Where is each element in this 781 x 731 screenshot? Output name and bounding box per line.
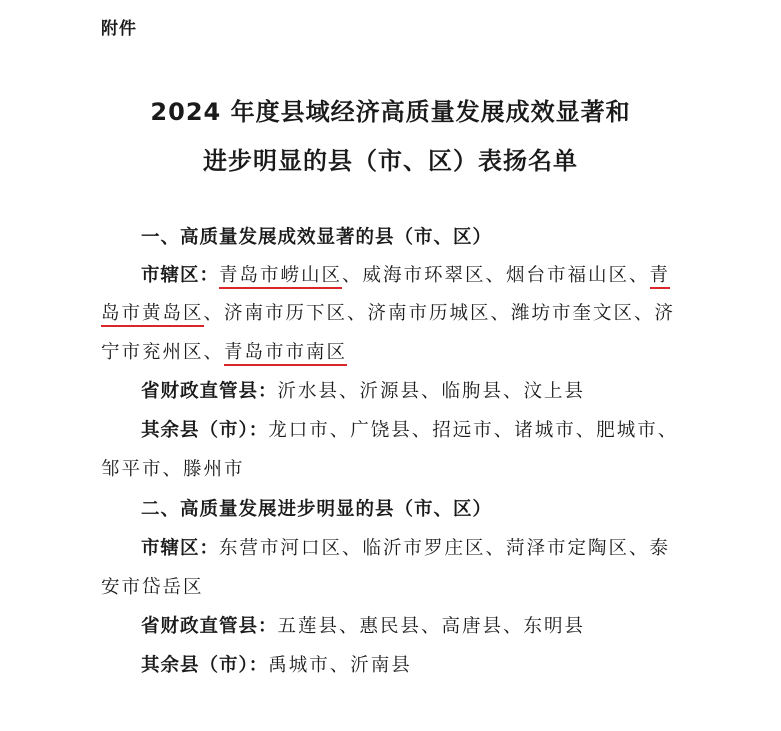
section-1-city-line-1 (141, 263, 670, 289)
province-list-text: 五莲县、惠民县、高唐县、东明县 (277, 616, 586, 637)
section-2-city-line-2 (101, 575, 204, 601)
section-1-province-line (141, 379, 585, 405)
other-list-text: 邹平市、滕州市 (101, 459, 245, 480)
other-list-text: 龙口市、广饶县、招远市、诸城市、肥城市、 (268, 420, 679, 441)
section-2-city-line-1 (141, 536, 670, 562)
attachment-label: 附件 (101, 19, 137, 39)
other-list-text: 禹城市、沂南县 (268, 655, 412, 676)
section-1-city-line-3 (101, 340, 347, 366)
highlighted-district-huangdao: 岛市黄岛区 (101, 303, 204, 327)
province-list-text: 沂水县、沂源县、临朐县、汶上县 (277, 381, 586, 402)
city-list-text: 、威海市环翠区、烟台市福山区、 (342, 265, 650, 286)
highlighted-district-huangdao-start: 青 (650, 265, 671, 289)
section-2-other-label: 其余县（市）： (141, 655, 269, 676)
city-list-text: 安市岱岳区 (101, 577, 204, 598)
section-2-city-label: 市辖区： (141, 538, 220, 559)
section-2-province-line (141, 614, 585, 640)
highlighted-district-shinan: 青岛市市南区 (224, 342, 347, 366)
section-1-other-line-2 (101, 457, 245, 483)
section-1-city-line-2 (101, 301, 675, 327)
document-title-line-2: 进步明显的县（市、区）表扬名单 (203, 147, 578, 175)
section-1-other-line-1 (141, 418, 678, 444)
section-2-province-label: 省财政直管县： (141, 616, 278, 637)
section-2-heading-text: 二、高质量发展进步明显的县（市、区） (141, 499, 493, 520)
city-list-text: 东营市河口区、临沂市罗庄区、菏泽市定陶区、泰 (219, 538, 671, 559)
document-title-line-1: 2024 年度县域经济高质量发展成效显著和 (150, 98, 631, 126)
section-2-other-line (141, 653, 412, 679)
section-1-heading (141, 225, 492, 251)
section-1-city-label: 市辖区： (141, 265, 220, 286)
section-2-heading (141, 497, 492, 523)
city-list-text: 宁市兖州区、 (101, 342, 225, 363)
section-1-other-label: 其余县（市）： (141, 420, 269, 441)
city-list-text: 、济南市历下区、济南市历城区、潍坊市奎文区、济 (203, 303, 676, 324)
highlighted-district-laoshan: 青岛市崂山区 (219, 265, 342, 289)
section-1-province-label: 省财政直管县： (141, 381, 278, 402)
section-1-heading-text: 一、高质量发展成效显著的县（市、区） (141, 227, 493, 248)
